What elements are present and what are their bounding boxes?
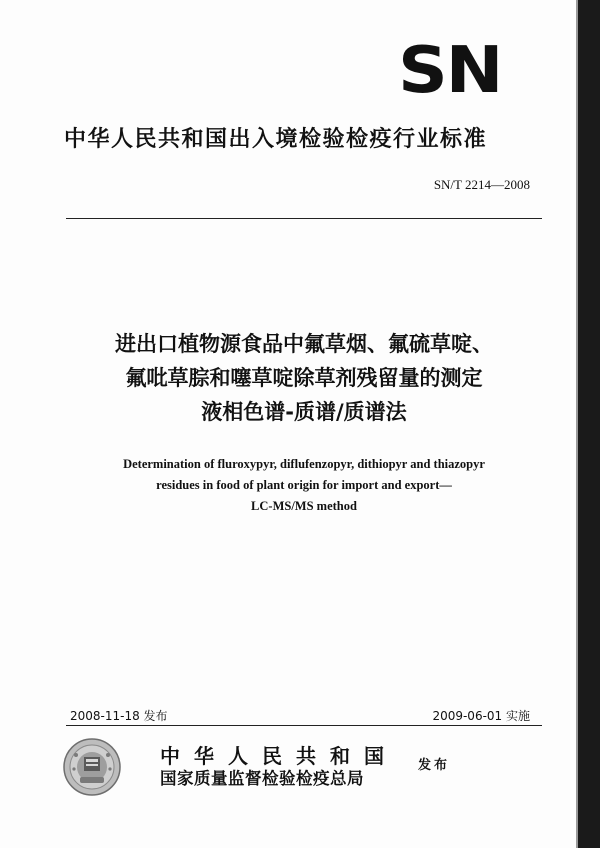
chinese-title-line-1: 进出口植物源食品中氟草烟、氟硫草啶、 [115, 332, 493, 356]
english-title-line-2: residues in food of plant origin for import and export— [156, 478, 452, 492]
top-divider [66, 218, 542, 219]
chinese-title-line-3: 液相色谱-质谱/质谱法 [201, 400, 407, 424]
bottom-divider [66, 725, 542, 726]
page-edge [578, 0, 600, 848]
english-title-line-1: Determination of fluroxypyr, diflufenzopyr, dithiopyr and thiazopyr [123, 457, 485, 471]
issuer-country: 中华人民共和国 [160, 744, 398, 768]
standard-number: SN/T 2214—2008 [433, 177, 530, 192]
english-title [60, 454, 548, 517]
chinese-title [50, 327, 558, 429]
issuer-agency: 国家质量监督检验检疫总局 [160, 769, 364, 788]
industry-standard-title: 中华人民共和国出入境检验检疫行业标准 [64, 127, 488, 152]
chinese-title-line-2: 氟吡草腙和噻草啶除草剂残留量的测定 [125, 366, 483, 390]
english-title-line-3: LC-MS/MS method [251, 499, 357, 513]
publish-label: 发布 [418, 758, 451, 773]
implementation-date: 2009-06-01 实施 [432, 709, 530, 723]
official-seal-icon [62, 737, 122, 797]
sn-logo: SN [398, 34, 502, 108]
issue-date: 2008-11-18 发布 [70, 709, 168, 723]
